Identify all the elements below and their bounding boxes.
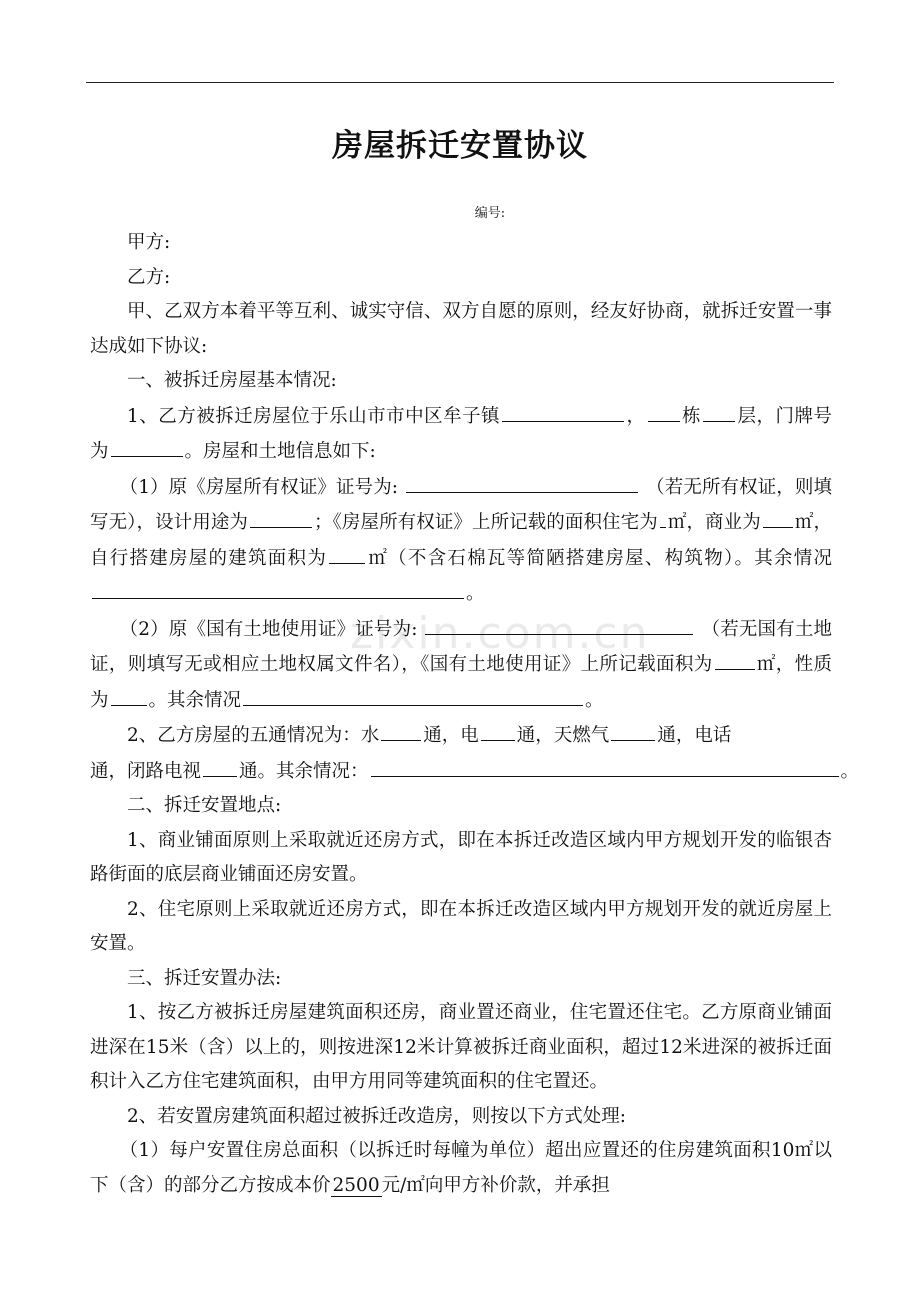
land-certificate-paragraph: （2）原《国有土地使用证》证号为: （若无国有土地证，则填写无或相应土地权属文件名），《国有土地使用证》上所记载面积为 ㎡，性质为 。其余情况 。: [90, 612, 832, 719]
cost-price-value: 2500: [332, 1174, 380, 1196]
property-other-blank[interactable]: [92, 576, 464, 599]
cable-tv-blank[interactable]: [203, 754, 237, 777]
address-blank[interactable]: [502, 399, 624, 422]
intro-paragraph: 甲、乙双方本着平等互利、诚实守信、双方自愿的原则，经友好协商，就拆迁安置一事达成如下协议:: [90, 301, 832, 357]
section-2-heading: 二、拆迁安置地点:: [127, 795, 282, 816]
section-1-heading: 一、被拆迁房屋基本情况:: [127, 370, 337, 391]
document-title: 房屋拆迁安置协议: [332, 128, 588, 164]
party-b-line: 乙方:: [127, 266, 171, 288]
agreement-body: [90, 226, 860, 1203]
electricity-blank[interactable]: [481, 718, 515, 741]
section-1-item-1: 1、乙方被拆迁房屋位于乐山市市中区牟子镇 ， 栋 层，门牌号为 。房屋和土地信息如下:: [90, 399, 832, 470]
commercial-area-blank[interactable]: [763, 505, 793, 528]
utilities-other-blank[interactable]: [371, 754, 839, 777]
property-certificate-paragraph: （1）原《房屋所有权证》证号为: （若无所有权证，则填写无），设计用途为 ；《房屋所有权证》上所记载的面积住宅为 ㎡，商业为 ㎡，自行搭建房屋的建筑面积为 ㎡（不含石棉瓦等简陋搭建房屋、构筑物）。其余情况。: [90, 470, 832, 612]
header-rule: [86, 82, 834, 83]
section-1-item-2: 2、乙方房屋的五通情况为：水 通，电 通，天燃气 通，电话: [90, 718, 832, 754]
land-area-blank[interactable]: [715, 647, 755, 670]
party-a-line: 甲方:: [127, 232, 171, 253]
land-nature-blank[interactable]: [111, 683, 147, 706]
section-3-item-1: 1、按乙方被拆迁房屋建筑面积还房，商业置还商业，住宅置还住宅。乙方原商业铺面进深在15米（含）以上的，则按进深12米计算被拆迁商业面积，超过12米进深的被拆迁面积计入乙方住宅建筑面积，由甲方用同等建筑面积的住宅置还。: [90, 1002, 832, 1092]
property-cert-number-blank[interactable]: [406, 470, 638, 493]
section-1-item-2-cont: 通，闭路电视 通。其余情况： 。: [90, 754, 832, 790]
residential-area-blank[interactable]: [660, 505, 666, 528]
house-number-blank[interactable]: [111, 434, 183, 457]
section-3-item-2: 2、若安置房建筑面积超过被拆迁改造房，则按以下方式处理:: [127, 1105, 627, 1127]
document-number-label: 编号:: [474, 206, 506, 221]
section-3-heading: 三、拆迁安置办法:: [127, 967, 282, 989]
land-cert-number-blank[interactable]: [425, 612, 693, 635]
gas-blank[interactable]: [611, 718, 655, 741]
design-use-blank[interactable]: [250, 505, 312, 528]
water-blank[interactable]: [381, 718, 421, 741]
land-other-blank[interactable]: [243, 683, 583, 706]
section-3-item-2-1: （1）每户安置住房总面积（以拆迁时每幢为单位）超出应置还的住房建筑面积10㎡以下（含）的部分乙方按成本价 2500 元/㎡向甲方补价款，并承担: [90, 1140, 832, 1196]
building-blank[interactable]: [648, 399, 680, 422]
watermark: zixin.com.cn: [350, 608, 650, 659]
floor-blank[interactable]: [703, 399, 735, 422]
section-2-item-2: 2、住宅原则上采取就近还房方式，即在本拆迁改造区域内甲方规划开发的就近房屋上安置。: [90, 898, 832, 954]
section-2-item-1: 1、商业铺面原则上采取就近还房方式，即在本拆迁改造区域内甲方规划开发的临银杏路街面的底层商业铺面还房安置。: [90, 829, 832, 885]
self-built-area-blank[interactable]: [329, 541, 365, 564]
